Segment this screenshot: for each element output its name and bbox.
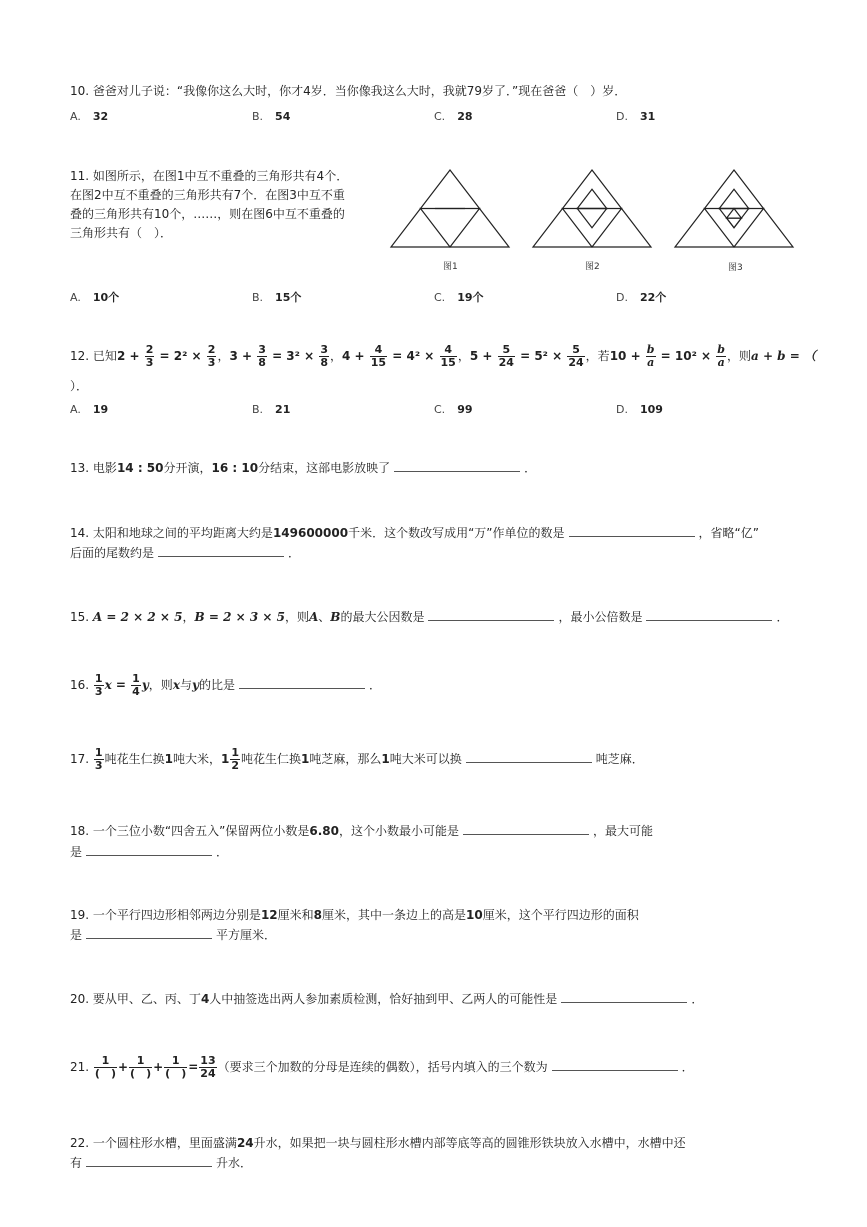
number: 1 bbox=[381, 752, 390, 766]
option-b[interactable] bbox=[252, 403, 290, 416]
answer-blank-max[interactable] bbox=[86, 843, 212, 856]
equation-3-a: 4 + bbox=[342, 349, 369, 363]
answer-blank[interactable] bbox=[466, 750, 592, 763]
option-value: 54 bbox=[275, 110, 291, 123]
equation-4-a: 5 + bbox=[469, 349, 497, 363]
text: 平方厘米． bbox=[216, 928, 277, 942]
options-q12 bbox=[70, 403, 770, 419]
option-letter: D. bbox=[616, 403, 628, 416]
question-20 bbox=[70, 990, 703, 1007]
fraction bbox=[94, 747, 104, 772]
options-q11 bbox=[70, 289, 770, 305]
triangle-figures bbox=[385, 165, 805, 257]
text: 是 bbox=[70, 928, 83, 942]
numerator: 1 bbox=[94, 672, 103, 685]
fraction bbox=[164, 1055, 187, 1080]
fraction bbox=[440, 344, 457, 369]
text: ，省略“亿” bbox=[698, 526, 759, 540]
number: 8 bbox=[313, 908, 323, 922]
question-number: 16. bbox=[70, 678, 90, 692]
text: ，这个小数最小可能是 bbox=[338, 824, 459, 838]
fraction bbox=[207, 344, 217, 369]
denominator: 2 bbox=[231, 759, 239, 772]
answer-blank[interactable] bbox=[561, 990, 687, 1003]
equation-3-b: = 4² × bbox=[388, 349, 439, 363]
denominator: 24 bbox=[568, 356, 584, 369]
text: ． bbox=[776, 610, 789, 624]
fraction bbox=[319, 344, 329, 369]
option-a[interactable] bbox=[70, 289, 119, 305]
equation-4-b: = 5² × bbox=[515, 349, 567, 363]
question-text: 如图所示，在图1中互不重叠的三角形共有4个． bbox=[92, 169, 349, 183]
option-letter: C. bbox=[434, 403, 446, 416]
answer-blank[interactable] bbox=[86, 1154, 212, 1167]
number: 4 bbox=[200, 992, 210, 1006]
option-value: 10个 bbox=[92, 291, 120, 304]
option-value: 109 bbox=[639, 403, 663, 416]
answer-blank-lcm[interactable] bbox=[646, 608, 772, 621]
answer-blank-2[interactable] bbox=[158, 544, 284, 557]
var-b: B bbox=[330, 610, 341, 624]
var-a: A bbox=[308, 610, 319, 624]
option-c[interactable] bbox=[434, 403, 473, 416]
option-value: 31 bbox=[639, 110, 656, 123]
text: ，最小公倍数是 bbox=[558, 610, 643, 624]
fraction bbox=[498, 344, 515, 369]
answer-blank-min[interactable] bbox=[463, 822, 589, 835]
question-11-line-1 bbox=[70, 167, 348, 184]
numerator: 3 bbox=[258, 343, 266, 356]
denominator: 3 bbox=[145, 356, 154, 369]
text: 分结束，这部电影放映了 bbox=[258, 461, 391, 475]
question-number: 19. bbox=[70, 908, 90, 922]
question-13 bbox=[70, 459, 536, 476]
denominator-blank[interactable]: ( ) bbox=[165, 1067, 187, 1080]
numerator: 1 bbox=[129, 1055, 152, 1068]
text: 厘米，其中一条边上的高是 bbox=[322, 908, 467, 922]
text: 与 bbox=[179, 678, 192, 692]
number: 1 bbox=[164, 752, 173, 766]
option-d[interactable] bbox=[616, 110, 655, 123]
question-number: 22. bbox=[70, 1136, 90, 1150]
question-12-line-2: ）． bbox=[70, 379, 89, 393]
numerator: 2 bbox=[207, 343, 216, 356]
distance-value: 149600000 bbox=[272, 526, 349, 540]
question-22-line-2 bbox=[70, 1154, 252, 1171]
fraction bbox=[129, 1055, 152, 1080]
option-b[interactable] bbox=[252, 110, 290, 123]
numerator: 5 bbox=[498, 344, 515, 357]
denominator: 15 bbox=[440, 356, 456, 369]
figure-3-triangles bbox=[675, 170, 793, 247]
numerator: 3 bbox=[320, 343, 328, 356]
fraction bbox=[131, 673, 141, 698]
plus: + bbox=[153, 1060, 164, 1074]
text: 升水，如果把一块与圆柱形水槽内部等底等高的圆锥形铁块放入水槽中，水槽中还 bbox=[253, 1136, 686, 1150]
fraction bbox=[199, 1055, 216, 1080]
question-number: 21. bbox=[70, 1060, 90, 1074]
numerator: 1 bbox=[132, 672, 140, 685]
text: （要求三个加数的分母是连续的偶数），括号内填入的三个数为 bbox=[217, 1060, 548, 1074]
text: ． bbox=[368, 678, 381, 692]
time-end: 16 : 10 bbox=[211, 461, 259, 475]
question-11-line-4: 三角形共有（ ）． bbox=[70, 226, 173, 240]
figure-3-label: 图3 bbox=[728, 263, 743, 273]
text: 一个圆柱形水槽，里面盛满 bbox=[92, 1136, 237, 1150]
question-number: 11. bbox=[70, 169, 90, 183]
question-21 bbox=[70, 1052, 694, 1082]
denominator: 8 bbox=[320, 356, 328, 369]
text: 一个三位小数“四舍五入”保留两位小数是 bbox=[92, 824, 310, 838]
mixed-whole: 1 bbox=[220, 752, 230, 766]
answer-blank[interactable] bbox=[552, 1058, 678, 1071]
denominator: a bbox=[717, 356, 725, 369]
numerator: 1 bbox=[94, 1055, 117, 1068]
fraction bbox=[94, 1055, 117, 1080]
option-a[interactable] bbox=[70, 110, 108, 123]
question-14-line-2 bbox=[70, 544, 300, 561]
number: 12 bbox=[260, 908, 278, 922]
equation-1-b: = 2² × bbox=[155, 349, 206, 363]
text: 厘米，这个平行四边形的面积 bbox=[482, 908, 639, 922]
figure-1-label: 图1 bbox=[443, 262, 458, 272]
numerator: b bbox=[646, 343, 655, 356]
equation-5-a: 10 + bbox=[609, 349, 645, 363]
text: 分开演， bbox=[163, 461, 212, 475]
numerator: 2 bbox=[145, 343, 154, 356]
plus: + bbox=[117, 1060, 129, 1074]
option-letter: D. bbox=[616, 291, 628, 304]
numerator: 4 bbox=[440, 344, 457, 357]
question-number: 17. bbox=[70, 752, 90, 766]
separator: ， bbox=[457, 349, 470, 363]
text: 后面的尾数约是 bbox=[70, 546, 155, 560]
var-x: x bbox=[104, 678, 112, 692]
options-q10 bbox=[70, 110, 770, 126]
text: 的比是 bbox=[198, 678, 235, 692]
question-11-line-3: 叠的三角形共有10个，……，则在图6中互不重叠的 bbox=[70, 207, 345, 221]
denominator: a bbox=[647, 356, 655, 369]
question-16 bbox=[70, 670, 381, 700]
number: 10 bbox=[466, 908, 483, 922]
text: 吨大米， bbox=[172, 752, 221, 766]
question-number: 18. bbox=[70, 824, 90, 838]
question-number: 20. bbox=[70, 992, 90, 1006]
question-number: 12. bbox=[70, 349, 90, 363]
text: ． bbox=[524, 461, 537, 475]
text: 一个平行四边形相邻两边分别是 bbox=[92, 908, 261, 922]
text: ，最大可能 bbox=[592, 824, 653, 838]
option-d[interactable] bbox=[616, 403, 663, 416]
number: 1 bbox=[301, 752, 310, 766]
text: ． bbox=[288, 546, 301, 560]
question-15 bbox=[70, 608, 789, 625]
numerator: 1 bbox=[231, 746, 239, 759]
text: 吨芝麻，那么 bbox=[309, 752, 382, 766]
denominator: 4 bbox=[132, 685, 140, 698]
option-b[interactable] bbox=[252, 289, 301, 305]
text: ． bbox=[681, 1060, 694, 1074]
text: 吨芝麻． bbox=[595, 752, 644, 766]
option-letter: C. bbox=[434, 291, 446, 304]
answer-blank-1[interactable] bbox=[569, 524, 695, 537]
option-value: 21 bbox=[275, 403, 291, 416]
numerator: 13 bbox=[200, 1054, 216, 1067]
denominator: 24 bbox=[498, 356, 514, 369]
fraction bbox=[230, 747, 240, 772]
fraction bbox=[257, 344, 267, 369]
denominator-blank[interactable]: ( ) bbox=[130, 1067, 152, 1080]
text: ． bbox=[216, 845, 229, 859]
fraction bbox=[145, 344, 155, 369]
var-y: y bbox=[141, 678, 149, 692]
option-value: 32 bbox=[92, 110, 109, 123]
separator: ， bbox=[182, 610, 195, 624]
equals: = bbox=[111, 678, 131, 692]
figure-2-triangles bbox=[533, 170, 651, 247]
equation-2-b: = 3² × bbox=[267, 349, 319, 363]
number: 24 bbox=[236, 1136, 254, 1150]
text: 电影 bbox=[92, 461, 117, 475]
equals: = bbox=[188, 1060, 199, 1074]
text: ，则 bbox=[148, 678, 173, 692]
question-22-line-1 bbox=[70, 1134, 686, 1151]
answer-blank[interactable] bbox=[86, 926, 212, 939]
question-number: 13. bbox=[70, 461, 90, 475]
text: ． bbox=[691, 992, 704, 1006]
numerator: b bbox=[717, 343, 725, 356]
option-value: 99 bbox=[457, 403, 473, 416]
numerator: 5 bbox=[567, 344, 584, 357]
text: 、 bbox=[318, 610, 331, 624]
question-14-line-1 bbox=[70, 524, 759, 541]
denominator: 3 bbox=[207, 356, 216, 369]
option-letter: B. bbox=[252, 291, 264, 304]
fraction bbox=[94, 673, 104, 698]
numerator: 1 bbox=[94, 746, 103, 759]
text: 有 bbox=[70, 1156, 83, 1170]
option-c[interactable] bbox=[434, 110, 473, 123]
text: ，则 bbox=[284, 610, 309, 624]
text: 是 bbox=[70, 845, 83, 859]
denominator: 24 bbox=[200, 1067, 216, 1080]
option-letter: C. bbox=[434, 110, 446, 123]
text: 太阳和地球之间的平均距离大约是 bbox=[92, 526, 273, 540]
answer-blank-gcd[interactable] bbox=[428, 608, 554, 621]
option-letter: A. bbox=[70, 403, 81, 416]
separator: ， bbox=[217, 349, 230, 363]
text: 要从甲、乙、丙、丁 bbox=[92, 992, 201, 1006]
expression-b: B = 2 × 3 × 5 bbox=[194, 610, 285, 624]
denominator: 3 bbox=[94, 685, 103, 698]
prefix-text: 已知 bbox=[92, 349, 117, 363]
question-18-line-1 bbox=[70, 822, 653, 839]
option-value: 19个 bbox=[457, 291, 484, 304]
separator: ， bbox=[329, 349, 342, 363]
option-letter: A. bbox=[70, 291, 81, 304]
question-10 bbox=[70, 82, 626, 99]
denominator: 8 bbox=[258, 356, 266, 369]
expression-a: A = 2 × 2 × 5 bbox=[92, 610, 183, 624]
equation-2-a: 3 + bbox=[229, 349, 257, 363]
question-12-line-1 bbox=[70, 341, 816, 371]
question-11-line-2: 在图2中互不重叠的三角形共有7个．在图3中互不重 bbox=[70, 188, 345, 202]
denominator-blank[interactable]: ( ) bbox=[94, 1067, 116, 1080]
question-19-line-1 bbox=[70, 906, 639, 923]
option-letter: B. bbox=[252, 403, 264, 416]
option-d[interactable] bbox=[616, 289, 666, 305]
numerator: 4 bbox=[370, 344, 387, 357]
text: 吨花生仁换 bbox=[240, 752, 301, 766]
then-text: ，则 bbox=[726, 349, 751, 363]
rounded-value: 6.80 bbox=[309, 824, 339, 838]
denominator: 3 bbox=[94, 759, 103, 772]
option-value: 28 bbox=[457, 110, 473, 123]
text: 吨大米可以换 bbox=[389, 752, 462, 766]
fraction bbox=[646, 344, 656, 369]
answer-blank[interactable] bbox=[394, 459, 520, 472]
var-x: x bbox=[172, 678, 180, 692]
equation-1-a: 2 + bbox=[116, 349, 144, 363]
question-number: 14. bbox=[70, 526, 90, 540]
option-letter: A. bbox=[70, 110, 81, 123]
ask-expression: a + b = （ bbox=[751, 349, 816, 363]
question-number: 10. bbox=[70, 84, 90, 98]
question-19-line-2 bbox=[70, 926, 276, 943]
option-value: 22个 bbox=[639, 291, 667, 304]
question-17 bbox=[70, 744, 644, 774]
question-text: 爸爸对儿子说：“我像你这么大时，你才4岁．当你像我这么大时，我就79岁了．”现在爸爸（ ）岁． bbox=[92, 84, 627, 98]
option-value: 19 bbox=[92, 403, 109, 416]
text: 人中抽签选出两人参加素质检测，恰好抽到甲、乙两人的可能性是 bbox=[209, 992, 558, 1006]
time-start: 14 : 50 bbox=[116, 461, 164, 475]
var-y: y bbox=[191, 678, 199, 692]
question-18-line-2 bbox=[70, 843, 228, 860]
fraction bbox=[567, 344, 584, 369]
option-c[interactable] bbox=[434, 289, 484, 305]
denominator: 15 bbox=[370, 356, 387, 369]
fraction bbox=[716, 344, 726, 369]
text: 的最大公因数是 bbox=[340, 610, 425, 624]
option-letter: D. bbox=[616, 110, 628, 123]
option-value: 15个 bbox=[275, 291, 302, 304]
text: 升水． bbox=[216, 1156, 253, 1170]
text: 千米．这个数改写成用“万”作单位的数是 bbox=[348, 526, 565, 540]
text: 厘米和 bbox=[277, 908, 314, 922]
figure-2-label: 图2 bbox=[585, 262, 600, 272]
option-a[interactable] bbox=[70, 403, 108, 416]
fraction bbox=[370, 344, 387, 369]
figure-1-triangles bbox=[391, 170, 509, 247]
answer-blank[interactable] bbox=[239, 676, 365, 689]
question-number: 15. bbox=[70, 610, 90, 624]
if-text: ，若 bbox=[585, 349, 610, 363]
option-letter: B. bbox=[252, 110, 264, 123]
text: 吨花生仁换 bbox=[104, 752, 165, 766]
equation-5-b: = 10² × bbox=[656, 349, 716, 363]
numerator: 1 bbox=[164, 1055, 187, 1068]
